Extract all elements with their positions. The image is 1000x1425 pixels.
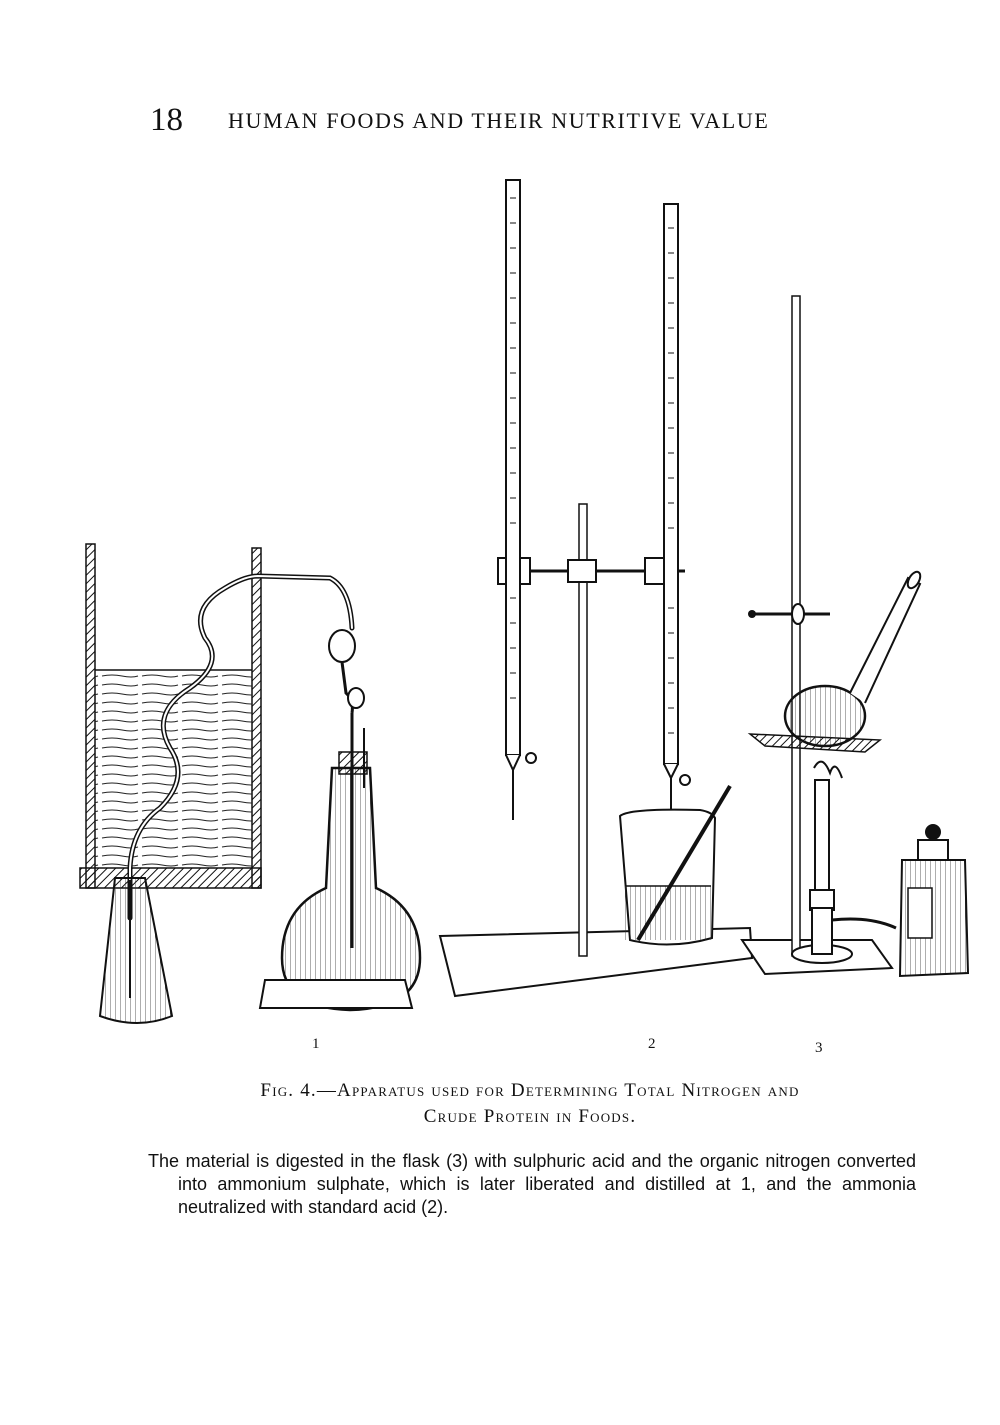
caption-line-1: Fig. 4.—Apparatus used for Determining Total Nitrogen and [260,1080,800,1101]
tank-bottom [80,868,261,888]
burner-flame [814,762,842,778]
burette-left [506,180,536,820]
apparatus-figure [60,168,980,1068]
figure-description: The material is digested in the flask (3) with sulphuric acid and the organic nitrogen converted into ammonium sulphate, which is later liberated and distilled at 1, and the ammonia neutralized with standard acid (2). [148,1151,916,1217]
flask-base [260,980,412,1008]
caption-line-2: Crude Protein in Foods. [423,1106,637,1127]
bunsen-burner [792,762,896,963]
digestion-stand-rod [792,296,800,956]
apparatus-1-distillation [80,544,420,1023]
reagent-bottle [900,824,968,976]
apparatus-illustration [60,168,980,1068]
figure-label-1: 1 [312,1036,320,1052]
bottle-label [908,888,932,938]
bulb-trap [329,630,355,662]
burette-right [664,204,690,828]
receiving-flask [100,878,172,1023]
apparatus-2-titration [440,180,752,996]
page-header [150,100,870,140]
figure-caption [140,1078,920,1130]
running-title: HUMAN FOODS AND THEIR NUTRITIVE VALUE [228,108,770,133]
beaker [620,786,730,945]
tank-left-wall [86,544,95,888]
apparatus-3-digestion [742,296,968,976]
gas-hose [832,919,896,928]
tank-right-wall [252,548,261,888]
page-number: 18 [150,102,183,138]
kjeldahl-flask [785,570,923,746]
figure-label-3: 3 [815,1040,823,1056]
distillation-flask [282,713,420,1010]
figure-label-2: 2 [648,1036,656,1052]
